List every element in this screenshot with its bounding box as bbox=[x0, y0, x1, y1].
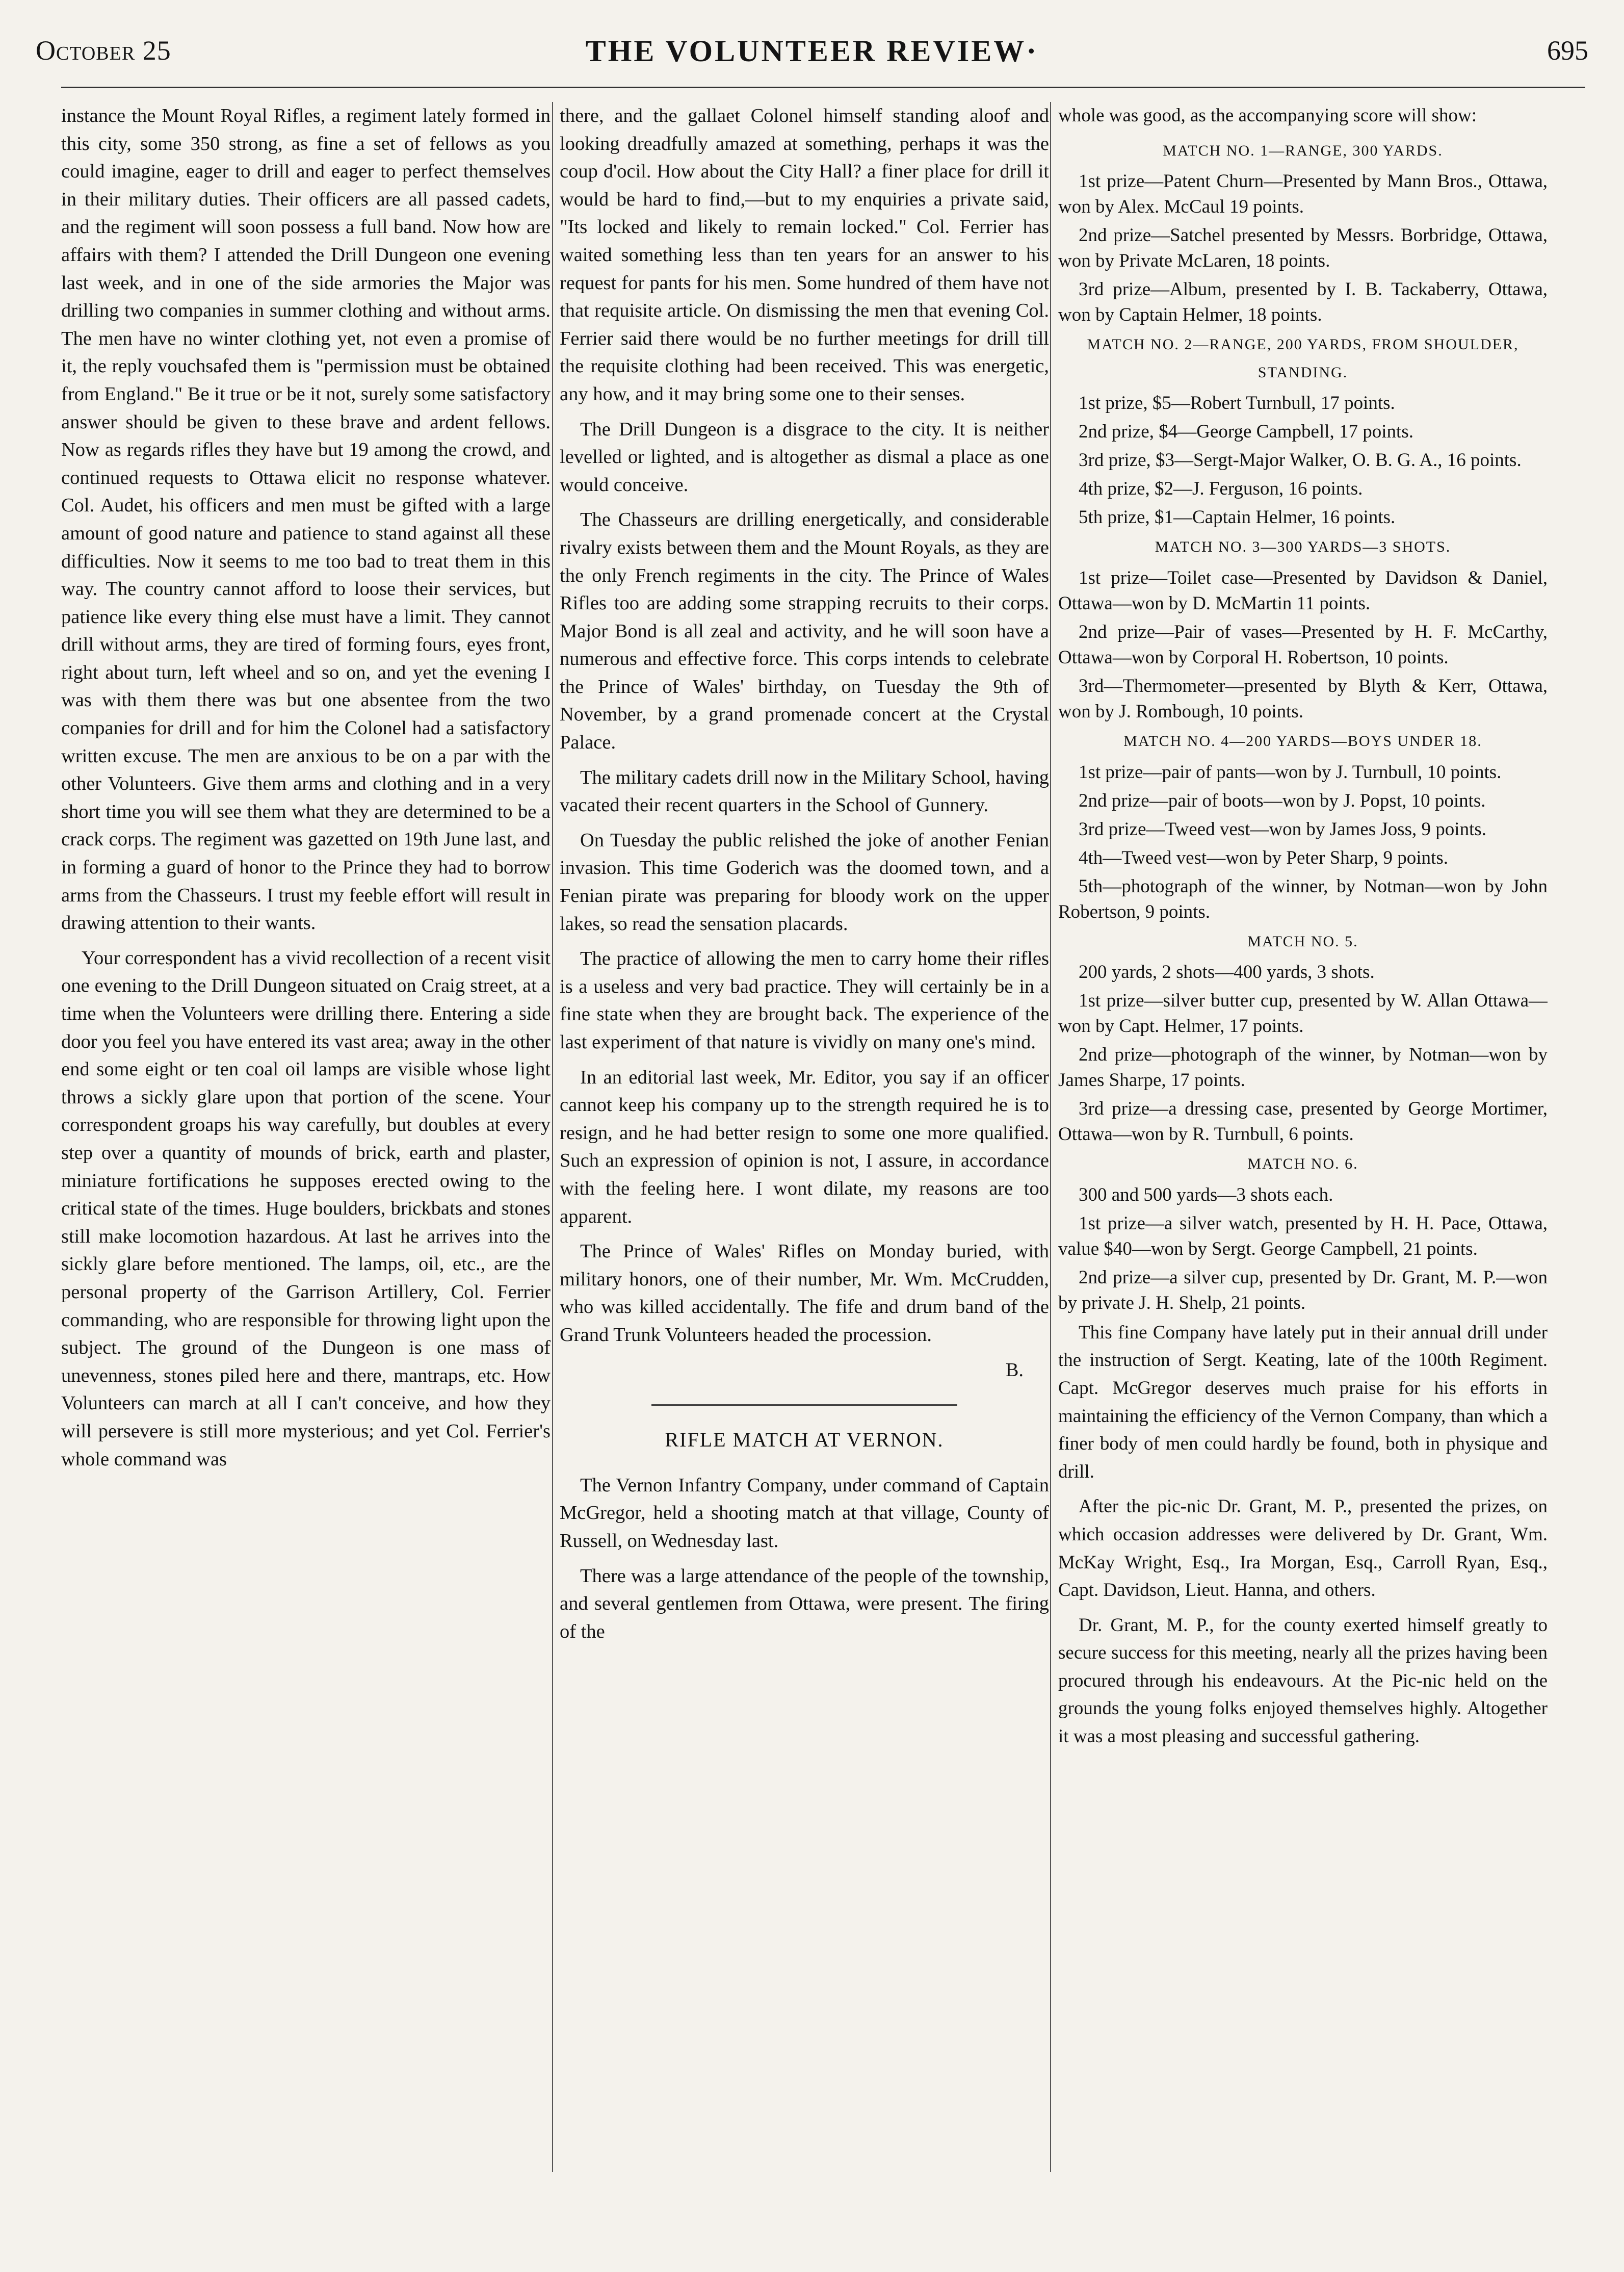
prize-entry: 3rd prize—Tweed vest—won by James Joss, 9 points. bbox=[1079, 818, 1486, 840]
match-heading: MATCH NO. 4—200 YARDS—BOYS UNDER 18. bbox=[1123, 732, 1482, 750]
article-paragraph: After the pic-nic Dr. Grant, M. P., presented the prizes, on which occasion addresses were delivered by Dr. Grant, Wm. McKay Wright, Esq., Ira Morgan, Esq., Carroll Ryan, Esq., Capt. Davidson, Lieut. Hanna, and others. bbox=[1058, 1496, 1548, 1601]
article-paragraph: This fine Company have lately put in their annual drill under the instruction of Sergt. Keating, late of the 100th Regiment. Capt. McGregor deserves much praise for his efforts in maintaining the efficiency of the Vernon Company, than which a finer body of men could hardly be found, both in physique and drill. bbox=[1058, 1322, 1548, 1482]
header-rule bbox=[61, 87, 1585, 88]
page-header bbox=[36, 24, 1588, 81]
match-heading: MATCH NO. 1—RANGE, 300 YARDS. bbox=[1163, 142, 1443, 159]
column-2 bbox=[560, 102, 1049, 2243]
article-paragraph: The Prince of Wales' Rifles on Monday buried, with military honors, one of their number, Mr. Wm. McCrudden, who was killed accidentally. The fife and drum band of the Grand Trunk Volunteers headed the procession. bbox=[560, 1241, 1049, 1346]
match-heading: MATCH NO. 5. bbox=[1247, 933, 1358, 950]
article-paragraph: On Tuesday the public relished the joke of another Fenian invasion. This time Goderich was the doomed town, and a Fenian pirate was preparing for bloody work on the upper lakes, so read the sensation placards. bbox=[560, 829, 1049, 935]
article-paragraph: The Chasseurs are drilling energetically, and considerable rivalry exists between them and the Mount Royals, as they are the only French regiments in the city. The Prince of Wales Rifles too are adding some strapping recruits to their corps. Major Bond is all zeal and activity, and he will soon have a numerous and effective force. This corps intends to celebrate the Prince of Wales' birthday, on Tuesday the 9th of November, by a grand promenade concert at the Crystal Palace. bbox=[560, 509, 1049, 754]
match-conditions: 200 yards, 2 shots—400 yards, 3 shots. bbox=[1079, 962, 1375, 983]
article-paragraph: There was a large attendance of the people of the township, and several gentlemen from Ottawa, were present. The firing of the bbox=[560, 1565, 1049, 1642]
section-title: RIFLE MATCH AT VERNON. bbox=[665, 1428, 944, 1452]
publication-title: THE VOLUNTEER REVIEW· bbox=[585, 34, 1039, 68]
column-divider-2 bbox=[1050, 102, 1051, 2172]
prize-entry: 1st prize, $5—Robert Turnbull, 17 points. bbox=[1079, 393, 1395, 414]
article-paragraph: The military cadets drill now in the Military School, having vacated their recent quarters in the School of Gunnery. bbox=[560, 766, 1049, 816]
prize-entry: 3rd prize—Album, presented by I. B. Tackaberry, Ottawa, won by Captain Helmer, 18 points. bbox=[1058, 279, 1548, 326]
article-paragraph: In an editorial last week, Mr. Editor, you say if an officer cannot keep his company up to the strength required he is to resign, and he had better resign to some one more qualified. Such an expression of opinion is not, I assure, in accordance with the feeling here. I wont dilate, my reasons are too apparent. bbox=[560, 1066, 1049, 1227]
prize-entry: 1st prize—a silver watch, presented by H. H. Pace, Ottawa, value $40—won by Sergt. George Campbell, 21 points. bbox=[1058, 1212, 1548, 1259]
section-rule bbox=[651, 1404, 957, 1406]
article-paragraph: The Drill Dungeon is a disgrace to the city. It is neither levelled or lighted, and is altogether as dismal a place as one would conceive. bbox=[560, 418, 1049, 496]
prize-entry: 2nd prize—Pair of vases—Presented by H. F. McCarthy, Ottawa—won by Corporal H. Robertson, 10 points. bbox=[1058, 621, 1548, 668]
match-heading: MATCH NO. 6. bbox=[1247, 1155, 1358, 1173]
article-paragraph: Your correspondent has a vivid recollection of a recent visit one evening to the Drill Dungeon situated on Craig street, at a time when the Volunteers were drilling there. Entering a side door you feel you have entered its vast area; away in the other end some eight or ten coal oil lamps are visible whose light throws a sickly glare upon that portion of the scene. Your correspondent groaps his way carefully, but doubles at every step over a quantity of mounds of brick, earth and plaster, miniature fortifications he supposes erected owing to the critical state of the times. Huge boulders, brickbats and stones still make locomotion hazardous. At last he arrives into the sickly glare before mentioned. The lamps, oil, etc., are the personal property of the Garrison Artillery, Col. Ferrier commanding, who are responsible for throwing light upon the subject. The ground of the Dungeon is one mass of unevenness, stones piled here and there, mantraps, etc. How Volunteers can march at all I can't conceive, and how they will persevere is still more mysterious; and yet Col. Ferrier's whole command was bbox=[61, 947, 551, 1470]
prize-entry: 2nd prize, $4—George Campbell, 17 points. bbox=[1079, 421, 1413, 443]
article-paragraph: whole was good, as the accompanying score will show: bbox=[1058, 105, 1477, 126]
match-heading: MATCH NO. 2—RANGE, 200 YARDS, FROM SHOULDER, STANDING. bbox=[1087, 336, 1519, 381]
prize-entry: 5th—photograph of the winner, by Notman—won by John Robertson, 9 points. bbox=[1058, 875, 1548, 922]
prize-entry: 1st prize—Patent Churn—Presented by Mann Bros., Ottawa, won by Alex. McCaul 19 points. bbox=[1058, 171, 1548, 218]
article-paragraph: instance the Mount Royal Rifles, a regiment lately formed in this city, some 350 strong, as fine a set of fellows as you could imagine, eager to drill and eager to perfect themselves in their military duties. Their officers are all passed cadets, and the regiment will soon possess a full band. Now how are affairs with them? I attended the Drill Dungeon one evening last week, and in one of the side armories the Major was drilling two companies in summer clothing and without arms. The men have no winter clothing yet, not even a promise of it, the reply vouchsafed them is "permission must be obtained from England." Be it true or be it not, surely some satisfactory answer should be given to these brave and ardent fellows. Now as regards rifles they have but 19 among the crowd, and continued requests to Ottawa elicit no response whatever. Col. Audet, his officers and men must be gifted with a large amount of good nature and patience to stand against all these difficulties. Now it seems to me too bad to treat them in this way. The country cannot afford to loose their services, but patience like every thing else must have a limit. They cannot drill without arms, they are tired of forming fours, eyes front, right about turn, left wheel and so on, and yet the evening I was with them there was but one absentee from the two companies for drill and for him the Colonel had a satisfactory written excuse. The men are anxious to be on a par with the other Volunteers. Give them arms and clothing and in a very short time you will see them what they are determined to be a crack corps. The regiment was gazetted on 19th June last, and in forming a guard of honor to the Prince they had to borrow arms from the Chasseurs. I trust my feeble effort will result in drawing attention to their wants. bbox=[61, 105, 551, 934]
issue-date: October 25 bbox=[36, 35, 171, 66]
prize-entry: 2nd prize—a silver cup, presented by Dr. Grant, M. P.—won by private J. H. Shelp, 21 points. bbox=[1058, 1267, 1548, 1313]
page-number: 695 bbox=[1547, 35, 1588, 66]
prize-entry: 3rd prize—a dressing case, presented by George Mortimer, Ottawa—won by R. Turnbull, 6 points. bbox=[1058, 1098, 1548, 1145]
prize-entry: 2nd prize—Satchel presented by Messrs. Borbridge, Ottawa, won by Private McLaren, 18 points. bbox=[1058, 225, 1548, 272]
prize-entry: 1st prize—pair of pants—won by J. Turnbull, 10 points. bbox=[1079, 761, 1502, 783]
article-paragraph: there, and the gallaet Colonel himself standing aloof and looking dreadfully amazed at something, perhaps it was the coup d'ocil. How about the City Hall? a finer place for drill it would be hard to find,—but to my enquiries a private said, "Its locked and likely to remain locked." Col. Ferrier has waited something less than ten years for an answer to his request for pants for his men. Some hundred of them have not that requisite article. On dismissing the men that evening Col. Ferrier said there would be no further meetings for drill till the requisite clothing had been received. This was energetic, any how, and it may bring some one to their senses. bbox=[560, 105, 1049, 405]
prize-entry: 2nd prize—photograph of the winner, by Notman—won by James Sharpe, 17 points. bbox=[1058, 1044, 1548, 1091]
prize-entry: 1st prize—silver butter cup, presented by W. Allan Ottawa—won by Capt. Helmer, 17 points. bbox=[1058, 990, 1548, 1037]
match-heading: MATCH NO. 3—300 YARDS—3 SHOTS. bbox=[1155, 538, 1451, 556]
prize-entry: 2nd prize—pair of boots—won by J. Popst, 10 points. bbox=[1079, 790, 1486, 811]
prize-entry: 3rd prize, $3—Sergt-Major Walker, O. B. G. A., 16 points. bbox=[1079, 450, 1522, 471]
prize-entry: 4th—Tweed vest—won by Peter Sharp, 9 points. bbox=[1079, 847, 1448, 868]
column-3 bbox=[1058, 102, 1548, 2243]
article-paragraph: The Vernon Infantry Company, under command of Captain McGregor, held a shooting match at that village, County of Russell, on Wednesday last. bbox=[560, 1474, 1049, 1552]
correspondent-signature: B. bbox=[1005, 1359, 1024, 1381]
match-conditions: 300 and 500 yards—3 shots each. bbox=[1079, 1184, 1333, 1205]
column-1 bbox=[61, 102, 551, 2243]
article-paragraph: Dr. Grant, M. P., for the county exerted himself greatly to secure success for this meeting, nearly all the prizes having been procured through his endeavours. At the Pic-nic held on the grounds the young folks enjoyed themselves highly. Altogether it was a most pleasing and successful gathering. bbox=[1058, 1614, 1548, 1747]
article-paragraph: The practice of allowing the men to carry home their rifles is a useless and very bad practice. They will certainly be in a fine state when they are brought back. The experience of the last experiment of that nature is vividly on many one's mind. bbox=[560, 948, 1049, 1053]
prize-entry: 3rd—Thermometer—presented by Blyth & Kerr, Ottawa, won by J. Rombough, 10 points. bbox=[1058, 675, 1548, 722]
prize-entry: 5th prize, $1—Captain Helmer, 16 points. bbox=[1079, 507, 1396, 528]
column-divider-1 bbox=[552, 102, 553, 2172]
prize-entry: 4th prize, $2—J. Ferguson, 16 points. bbox=[1079, 478, 1363, 500]
prize-entry: 1st prize—Toilet case—Presented by Davidson & Daniel, Ottawa—won by D. McMartin 11 points. bbox=[1058, 567, 1548, 614]
